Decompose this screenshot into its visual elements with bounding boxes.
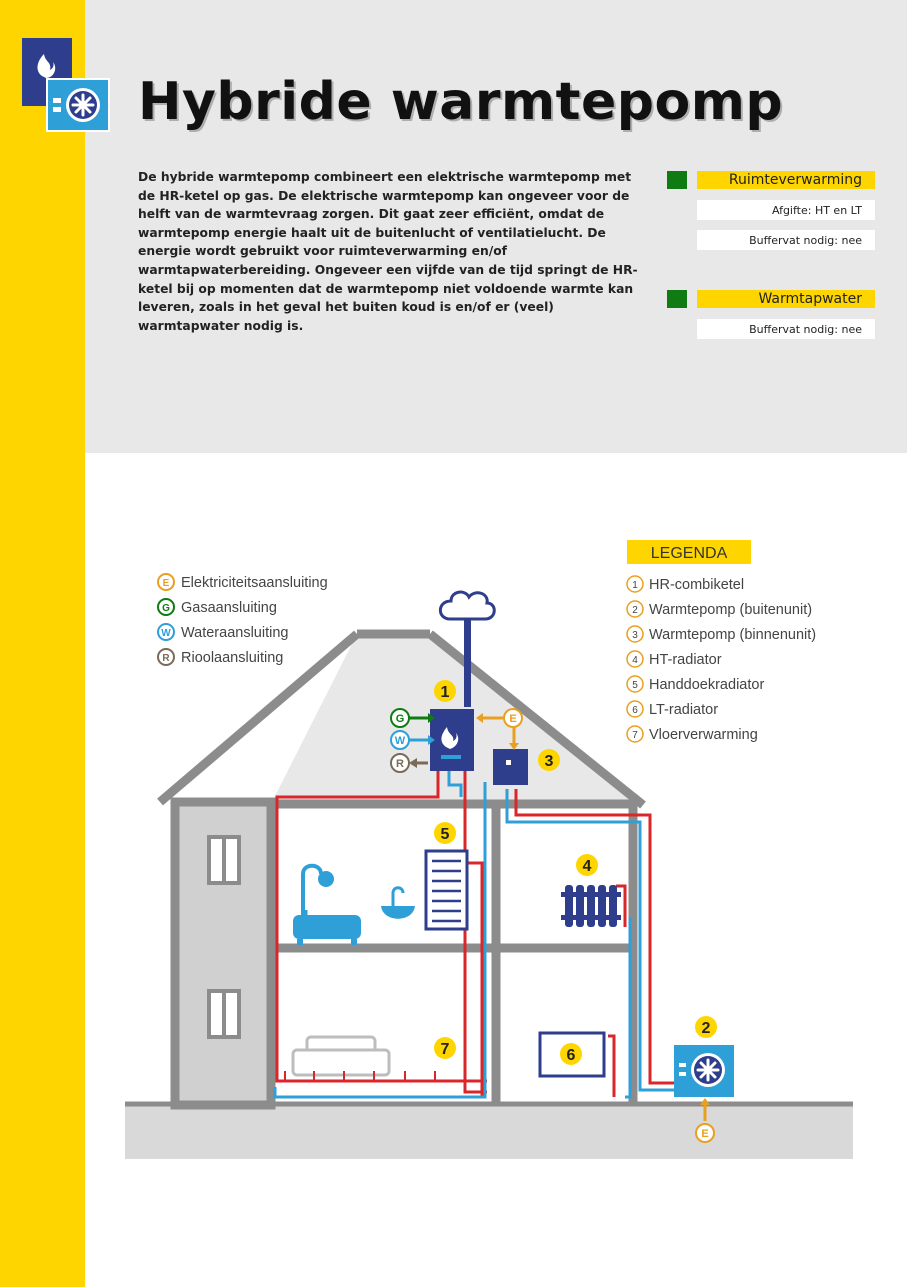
buffervat-info: Buffervat nodig: nee xyxy=(697,230,875,250)
svg-text:Vloerverwarming: Vloerverwarming xyxy=(649,727,758,743)
svg-text:Warmtepomp (binnenunit): Warmtepomp (binnenunit) xyxy=(649,627,817,643)
status-square xyxy=(667,171,687,189)
w-connection: W xyxy=(394,735,406,747)
connection-legend xyxy=(158,574,328,666)
svg-text:1: 1 xyxy=(632,580,638,591)
hybrid-logo-icon xyxy=(20,38,112,134)
legenda-items xyxy=(627,576,816,743)
page-title: Hybride warmtepomp xyxy=(138,72,784,132)
svg-text:4: 4 xyxy=(632,655,638,666)
category-label: Ruimteverwarming xyxy=(697,171,875,189)
badge-5: 5 xyxy=(440,826,450,843)
badge-6: 6 xyxy=(566,1047,576,1064)
flue-pipe xyxy=(464,612,471,707)
connection-label: Rioolaansluiting xyxy=(181,650,284,666)
svg-text:2: 2 xyxy=(632,605,638,616)
badge-2: 2 xyxy=(701,1020,711,1037)
connection-label: Gasaansluiting xyxy=(181,600,277,616)
afgifte-info: Afgifte: HT en LT xyxy=(697,200,875,220)
badge-4: 4 xyxy=(582,858,592,875)
yellow-side-bar xyxy=(0,0,85,1287)
r-connection: R xyxy=(396,758,404,770)
svg-text:3: 3 xyxy=(632,630,638,641)
category-label: Warmtapwater xyxy=(697,290,875,308)
svg-text:W: W xyxy=(161,628,171,639)
status-square xyxy=(667,290,687,308)
ground xyxy=(125,1105,853,1159)
warmtepomp-binnenunit xyxy=(493,749,528,785)
e-connection-outdoor: E xyxy=(701,1128,709,1140)
bath-icon xyxy=(293,866,361,945)
legenda-title: LEGENDA xyxy=(650,545,728,562)
legenda xyxy=(627,540,751,564)
g-connection: G xyxy=(395,713,405,725)
svg-text:HR-combiketel: HR-combiketel xyxy=(649,577,745,593)
svg-text:E: E xyxy=(162,578,170,589)
e-connection: E xyxy=(509,713,517,725)
svg-text:5: 5 xyxy=(632,680,638,691)
buffervat-info: Buffervat nodig: nee xyxy=(697,319,875,339)
intro-text: De hybride warmtepomp combineert een elektrische warmtepomp met de HR-ketel op gas. De elektrische warmtepomp kan ongeveer voor de helft van de warmtevraag zorgen. Dit gaat zeer efficiënt, omdat de warmtepomp energie haalt uit de buitenlucht of ventilatielucht. De energie wordt gebruikt voor ruimteverwarming en/of warmtapwaterbereiding. Ongeveer een vijfde van de tijd springt de HR-ketel bij op momenten dat de warmtepomp niet voldoende warmte kan leveren, zoals in het geval het buiten koud is en/of er (veel) warmtapwater nodig is. xyxy=(138,170,638,333)
svg-text:G: G xyxy=(162,603,170,614)
badge-7: 7 xyxy=(440,1041,450,1058)
badge-1: 1 xyxy=(440,684,450,701)
svg-text:Handdoekradiator: Handdoekradiator xyxy=(649,677,765,693)
svg-text:7: 7 xyxy=(632,730,638,741)
svg-text:LT-radiator: LT-radiator xyxy=(649,702,719,718)
connection-label: Elektriciteitsaansluiting xyxy=(181,575,328,591)
badge-3: 3 xyxy=(544,753,554,770)
ht-radiator xyxy=(561,885,621,927)
sofa-icon xyxy=(293,1037,389,1075)
handdoekradiator xyxy=(426,851,467,929)
connection-label: Wateraansluiting xyxy=(181,625,289,641)
svg-text:6: 6 xyxy=(632,705,638,716)
sink-icon xyxy=(381,888,415,919)
house-diagram xyxy=(125,497,855,1159)
svg-text:R: R xyxy=(162,653,170,664)
cloud-icon xyxy=(440,592,494,619)
svg-text:HT-radiator: HT-radiator xyxy=(649,652,722,668)
svg-text:Warmtepomp (buitenunit): Warmtepomp (buitenunit) xyxy=(649,602,813,618)
